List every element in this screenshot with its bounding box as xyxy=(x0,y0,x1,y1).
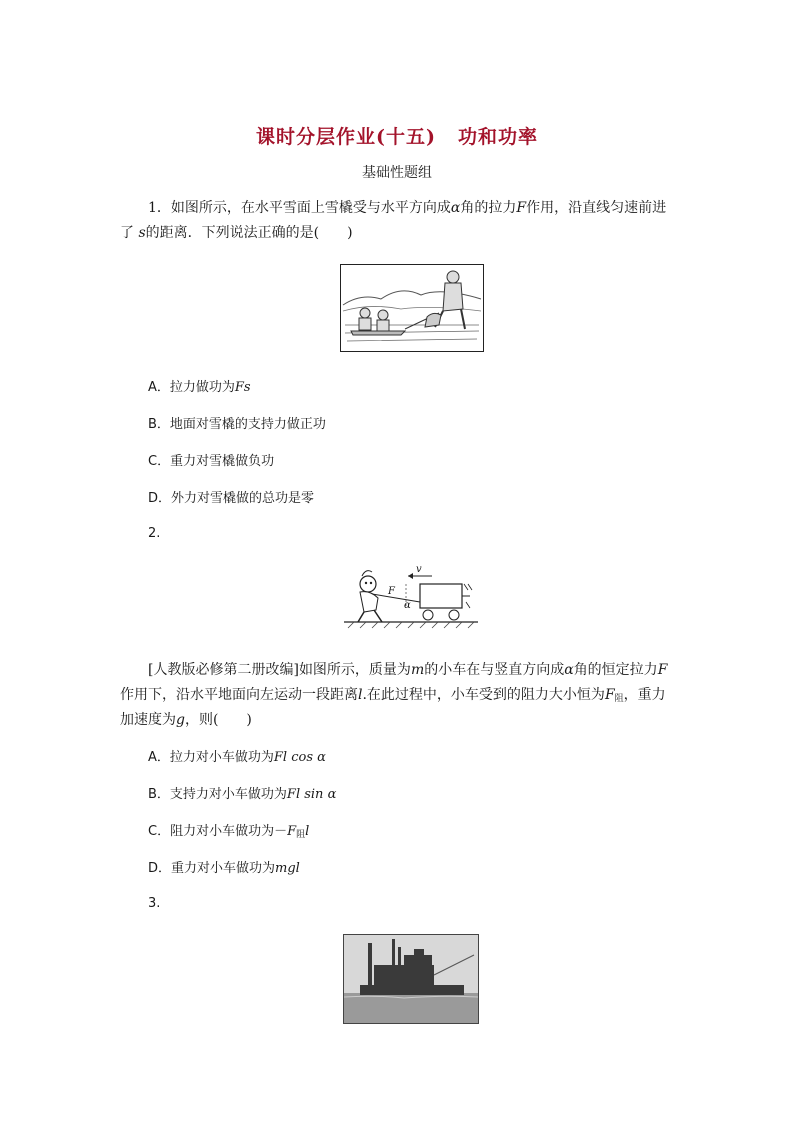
q1-stem-line1: 1．如图所示，在水平雪面上雪橇受与水平方向成α角的拉力F作用，沿直线匀速前进 xyxy=(148,200,667,216)
q1-option-c: C．重力对雪橇做负功 xyxy=(148,454,275,469)
cart-figure xyxy=(342,562,480,634)
sled-illustration xyxy=(341,265,483,351)
q2-option-d: D．重力对小车做功为mgl xyxy=(148,861,300,876)
q2-stem-line1: [人教版必修第二册改编]如图所示，质量为m的小车在与竖直方向成α角的恒定拉力F xyxy=(148,662,668,678)
q1-option-b: B．地面对雪橇的支持力做正功 xyxy=(148,417,326,432)
q2-option-c: C．阻力对小车做功为$-F_阻l$ xyxy=(148,824,310,840)
velocity-label: v xyxy=(416,564,422,575)
q2-stem-line3: 加速度为g，则( ) xyxy=(120,712,252,728)
q1-option-d: D．外力对雪橇做的总功是零 xyxy=(148,491,315,506)
sled-figure xyxy=(340,264,484,352)
angle-label: α xyxy=(404,600,411,611)
q1-option-a: A．拉力做功为Fs xyxy=(148,380,251,395)
cart-illustration xyxy=(342,562,480,634)
q1-stem-line2: 了 s的距离．下列说法正确的是( ) xyxy=(120,225,353,241)
ship-illustration xyxy=(344,935,478,1023)
q2-stem-line2: 作用下，沿水平地面向左运动一段距离l.在此过程中，小车受到的阻力大小恒为$F_阻$，重力 xyxy=(120,687,666,704)
q2-number: 2. xyxy=(148,526,161,541)
force-label: F xyxy=(388,586,395,597)
title-main: 课时分层作业(十五) xyxy=(256,126,436,148)
q3-number: 3. xyxy=(148,896,161,911)
ship-photo xyxy=(343,934,479,1024)
page-title xyxy=(0,122,794,149)
q2-option-a: A．拉力对小车做功为Fl cos α xyxy=(148,750,326,765)
title-topic: 功和功率 xyxy=(457,126,538,148)
section-heading: 基础性题组 xyxy=(362,165,432,181)
q2-option-b: B．支持力对小车做功为Fl sin α xyxy=(148,787,337,802)
